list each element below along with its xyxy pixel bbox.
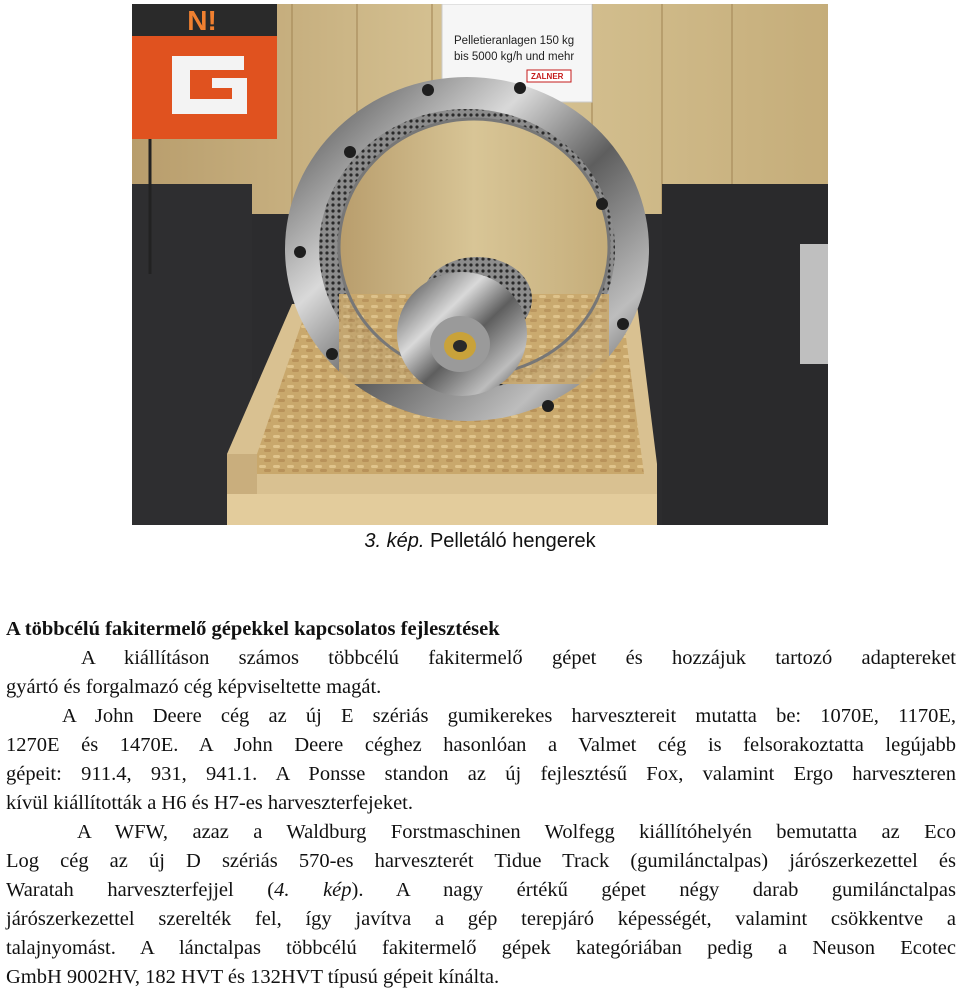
paragraph-line: A John Deere cég az új E szériás gumikerekes harvesztereit mutatta be: 1070E, 1170E, <box>62 705 956 727</box>
paragraph-line: gépeit: 911.4, 931, 941.1. A Ponsse standon az új fejlesztésű Fox, valamint Ergo harveszteren <box>6 763 956 785</box>
pellet-die-photo <box>132 4 828 525</box>
paragraph-line: 1270E és 1470E. A John Deere céghez hasonlóan a Valmet cég is felsorakoztatta legújabb <box>6 734 956 756</box>
paragraph-line: talajnyomást. A lánctalpas többcélú fakitermelő gépek kategóriában pedig a Neuson Ecotec <box>6 937 956 959</box>
paragraph-line <box>6 877 956 903</box>
paragraph-line: Log cég az új D szériás 570-es harveszterét Tidue Track (gumiláncta​lpas) járószerkezettel és <box>6 850 956 872</box>
line-text: Waratah harveszterfejjel ( <box>6 879 275 901</box>
paragraph-line: A kiállításon számos többcélú fakitermelő gépet és hozzájuk tartozó adaptereket <box>81 647 956 669</box>
caption-number: 3. kép. <box>364 530 425 552</box>
line-text: ). A nagy értékű gépet négy darab gumilánctalpas <box>351 879 957 901</box>
section-heading: A többcélú fakitermelő gépekkel kapcsolatos fejlesztések <box>6 618 500 640</box>
figure-photo <box>132 4 828 525</box>
paragraph-line: kívül kiállították a H6 és H7-es harveszterfejeket. <box>6 792 414 814</box>
sign-line-1: Pelletieranlagen 150 kg <box>454 35 575 47</box>
paragraph-line: gyártó és forgalmazó cég képviseltette magát. <box>6 676 382 698</box>
paragraph-line: GmbH 9002HV, 182 HVT és 132HVT típusú gépeit kínálta. <box>6 966 500 988</box>
paragraph-line: járószerkezettel szerelték fel, így javítva a gép terepjáró képességét, valamint csökkentve a <box>6 908 956 930</box>
banner-text: N! <box>187 5 217 36</box>
paragraph-line: A WFW, azaz a Waldburg Forstmaschinen Wolfegg kiállítóhelyén bemutatta az Eco <box>77 821 956 843</box>
figure-caption <box>0 528 960 554</box>
caption-title: Pelletáló hengerek <box>429 530 596 552</box>
sign-brand: ZALNER <box>531 72 564 81</box>
sign-line-2: bis 5000 kg/h und mehr <box>454 51 575 63</box>
figure-reference[interactable]: 4. kép <box>274 879 352 901</box>
